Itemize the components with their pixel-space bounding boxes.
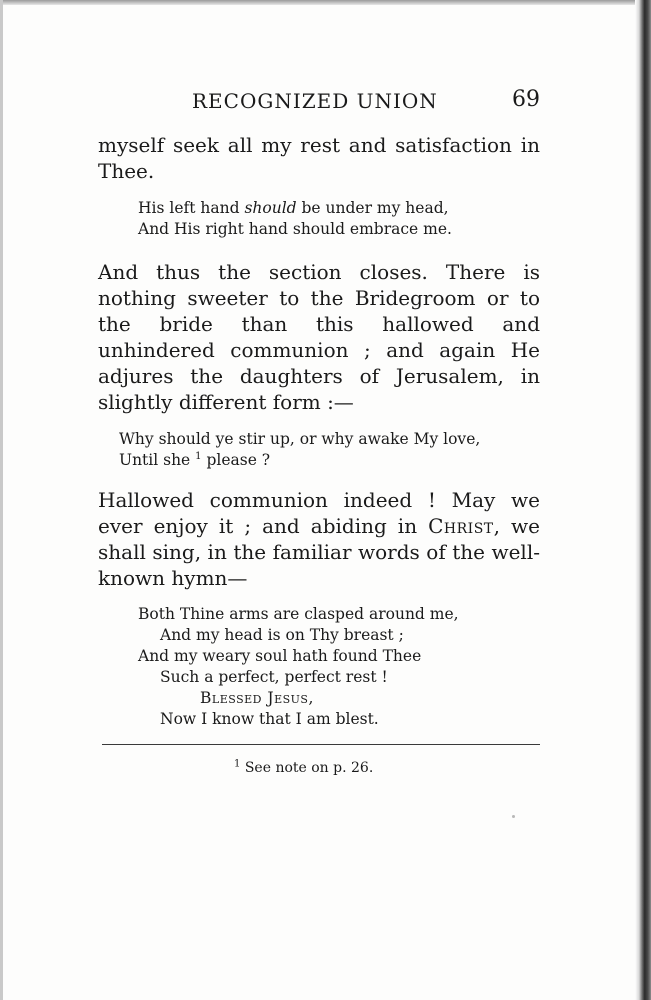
scripture-quote-1 xyxy=(138,198,452,240)
hymn-stanza xyxy=(138,604,459,730)
footnote-divider xyxy=(102,744,540,745)
quote-2-line-2: Until she $^1$ please ? xyxy=(119,450,271,469)
paragraph-1: myself seek all my rest and satisfaction in Thee. xyxy=(98,133,540,183)
page-left-edge xyxy=(0,0,3,1000)
paragraph-2: And thus the section closes. There is nothing sweeter to the Bridegroom or to the bride than this hallowed and unhindered communion ; and again He adjures the daughters of Jerusalem, in slightly different form :— xyxy=(98,260,540,414)
scripture-quote-2 xyxy=(119,429,480,471)
emphasis-should: should xyxy=(244,199,297,217)
footnote xyxy=(234,760,373,776)
page-top-edge xyxy=(0,0,651,5)
quote-1-line-2: And His right hand should embrace me. xyxy=(138,220,452,238)
hymn-line-4: Such a perfect, perfect rest ! xyxy=(160,668,388,686)
scan-speck xyxy=(512,815,515,818)
hymn-line-6: Now I know that I am blest. xyxy=(160,710,379,728)
page-number: 69 xyxy=(512,87,540,112)
footnote-marker: 1 xyxy=(234,758,241,770)
footnote-text: See note on p. 26. xyxy=(244,760,374,776)
quote-2-line-1: Why should ye stir up, or why awake My love, xyxy=(119,430,481,448)
page-binding-shadow xyxy=(635,0,651,1000)
footnote-reference[interactable]: 1 xyxy=(195,450,202,462)
running-head: RECOGNIZED UNION xyxy=(192,89,438,113)
page-header xyxy=(98,87,540,117)
small-caps-christ: Christ xyxy=(428,514,494,538)
hymn-line-2: And my head is on Thy breast ; xyxy=(160,626,404,644)
hymn-line-3: And my weary soul hath found Thee xyxy=(138,647,422,665)
hymn-line-1: Both Thine arms are clasped around me, xyxy=(138,605,459,623)
quote-1-line-1: His left hand should be under my head, xyxy=(138,199,449,217)
paragraph-3: Hallowed communion indeed ! May we ever enjoy it ; and abiding in Christ, we shall sing, in the familiar words of the well-known hymn— xyxy=(98,488,540,590)
hymn-line-5: Blessed Jesus, xyxy=(200,689,314,707)
